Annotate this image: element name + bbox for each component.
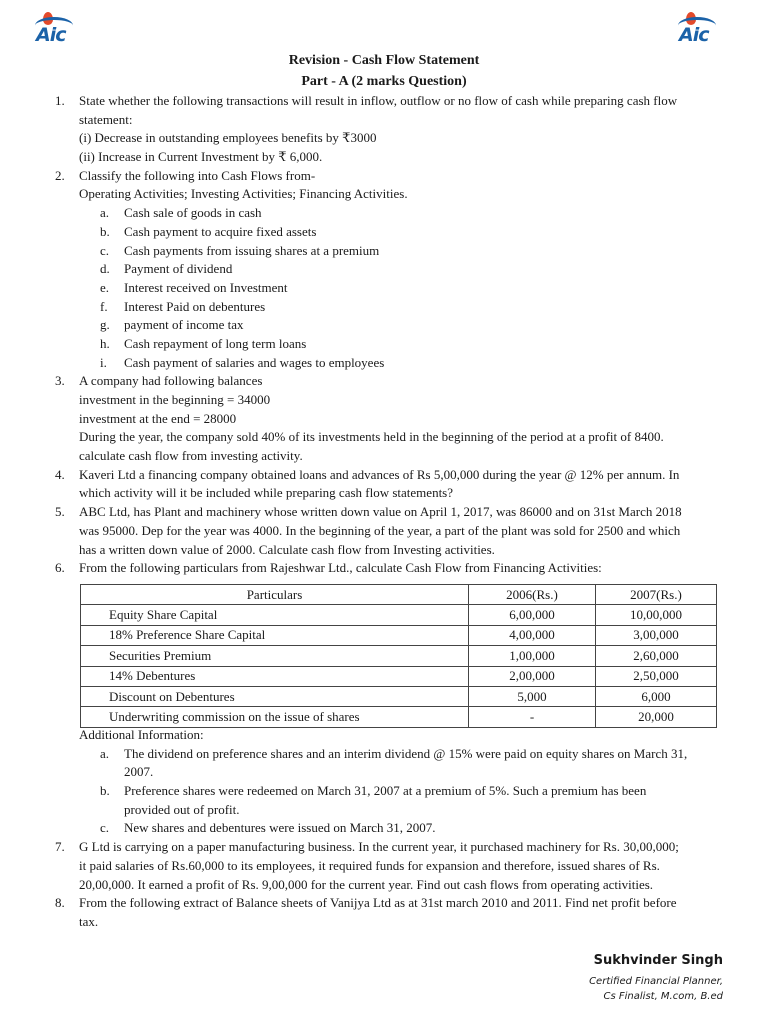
sub-item-marker: c. xyxy=(100,242,110,258)
line-text: Cash payment of salaries and wages to employees xyxy=(124,354,385,370)
table-header: Particulars xyxy=(81,585,469,605)
logo-text: Aic xyxy=(36,24,66,46)
sub-item-marker: f. xyxy=(100,298,108,314)
text-line xyxy=(0,148,768,167)
amount-cell: 1,00,000 xyxy=(469,646,596,666)
signature-name: Sukhvinder Singh xyxy=(593,953,723,968)
sub-item-marker: c. xyxy=(100,820,110,836)
text-line xyxy=(0,428,768,447)
text-line xyxy=(0,242,768,261)
line-text: New shares and debentures were issued on March 31, 2007. xyxy=(124,820,436,836)
line-text: From the following extract of Balance sheets of Vanijya Ltd as at 31st march 2010 and 2011. Find net profit before xyxy=(79,895,677,911)
amount-cell: 2,50,000 xyxy=(596,666,717,686)
text-line xyxy=(0,782,768,801)
question-number: 2. xyxy=(55,167,65,183)
amount-cell: 5,000 xyxy=(469,686,596,706)
text-line xyxy=(0,204,768,223)
line-text: investment in the beginning = 34000 xyxy=(79,392,271,407)
line-text: ABC Ltd, has Plant and machinery whose written down value on April 1, 2017, was 86000 and on 31st March 2018 xyxy=(79,504,682,520)
text-line xyxy=(0,484,768,503)
amount-cell: 2,00,000 xyxy=(469,666,596,686)
text-line xyxy=(0,819,768,838)
line-text: has a written down value of 2000. Calculate cash flow from Investing activities. xyxy=(79,541,495,557)
text-line xyxy=(0,522,768,541)
text-line xyxy=(0,876,768,895)
line-text: Operating Activities; Investing Activities; Financing Activities. xyxy=(79,186,408,202)
line-text: The dividend on preference shares and an interim dividend @ 15% were paid on equity shares on March 31, xyxy=(124,745,688,761)
line-text: G Ltd is carrying on a paper manufacturing business. In the current year, it purchased machinery for Rs. 30,00,000; xyxy=(79,839,679,855)
line-text: statement: xyxy=(79,111,133,127)
text-line xyxy=(0,801,768,820)
sub-item-marker: g. xyxy=(100,317,110,333)
line-text: Preference shares were redeemed on March 31, 2007 at a premium of 5%. Such a premium has been xyxy=(124,783,647,799)
line-text: A company had following balances xyxy=(79,373,263,389)
text-line xyxy=(0,167,768,186)
particular-cell: Securities Premium xyxy=(81,646,469,666)
questions-block-1 xyxy=(0,92,768,578)
text-line xyxy=(0,541,768,560)
table-row xyxy=(81,666,717,686)
text-line xyxy=(0,559,768,578)
page-subtitle: Part - A (2 marks Question) xyxy=(301,74,467,89)
text-line xyxy=(0,503,768,522)
text-line xyxy=(0,298,768,317)
line-text: Cash payment to acquire fixed assets xyxy=(124,223,317,239)
line-text: provided out of profit. xyxy=(124,801,240,817)
line-text: Payment of dividend xyxy=(124,261,233,277)
question-number: 1. xyxy=(55,93,65,108)
text-line xyxy=(0,466,768,485)
amount-cell: 10,00,000 xyxy=(596,605,717,625)
line-text: From the following particulars from Rajeshwar Ltd., calculate Cash Flow from Financing Activities: xyxy=(79,560,602,576)
question-number: 3. xyxy=(55,373,65,389)
particular-cell: 14% Debentures xyxy=(81,666,469,686)
line-text: Cash sale of goods in cash xyxy=(124,205,262,221)
signature-credential: Cs Finalist, M.com, B.ed xyxy=(603,991,723,1002)
text-line xyxy=(0,335,768,354)
line-text: payment of income tax xyxy=(124,317,244,333)
line-text: Additional Information: xyxy=(79,727,204,742)
amount-cell: 4,00,000 xyxy=(469,625,596,645)
line-text: was 95000. Dep for the year was 4000. In the beginning of the year, a part of the plant was sold for 2500 and which xyxy=(79,522,681,538)
line-text: it paid salaries of Rs.60,000 to its employees, it required funds for expansion and therefore, issued shares of Rs. xyxy=(79,857,660,873)
line-text: During the year, the company sold 40% of its investments held in the beginning of the period at a profit of 8400. xyxy=(79,429,664,445)
text-line xyxy=(0,857,768,876)
table-row xyxy=(81,646,717,666)
line-text: 20,00,000. It earned a profit of Rs. 9,00,000 for the current year. Find out cash flows from operating activities. xyxy=(79,876,654,892)
table-row xyxy=(81,707,717,727)
text-line xyxy=(0,316,768,335)
sub-item-marker: a. xyxy=(100,745,110,761)
sub-item-marker: a. xyxy=(100,205,110,221)
question-number: 8. xyxy=(55,895,65,911)
text-line xyxy=(0,223,768,242)
text-line xyxy=(0,185,768,204)
amount-cell: 2,60,000 xyxy=(596,646,717,666)
aic-logo-right xyxy=(676,12,720,50)
line-text: (ii) Increase in Current Investment by ₹ 6,000. xyxy=(79,149,323,165)
question-number: 4. xyxy=(55,466,65,482)
text-line xyxy=(0,354,768,373)
signature-credential: Certified Financial Planner, xyxy=(589,976,723,987)
sub-item-marker: i. xyxy=(100,354,107,370)
line-text: investment at the end = 28000 xyxy=(79,410,237,426)
table-header: 2007(Rs.) xyxy=(596,585,717,605)
text-line xyxy=(0,111,768,130)
amount-cell: 20,000 xyxy=(596,707,717,727)
table-row xyxy=(81,625,717,645)
line-text: (i) Decrease in outstanding employees benefits by ₹3000 xyxy=(79,130,377,146)
text-line xyxy=(0,894,768,913)
line-text: tax. xyxy=(79,913,99,929)
table-row xyxy=(81,605,717,625)
financing-table xyxy=(80,584,717,728)
text-line xyxy=(0,726,768,745)
text-line xyxy=(0,372,768,391)
line-text: which activity will it be included while preparing cash flow statements? xyxy=(79,485,454,501)
question-number: 6. xyxy=(55,560,65,576)
text-line xyxy=(0,410,768,429)
page-title: Revision - Cash Flow Statement xyxy=(288,53,480,68)
line-text: 2007. xyxy=(124,764,154,780)
text-line xyxy=(0,447,768,466)
text-line xyxy=(0,391,768,410)
text-line xyxy=(0,838,768,857)
text-line xyxy=(0,763,768,782)
line-text: State whether the following transactions will result in inflow, outflow or no flow of cash while preparing cash flow xyxy=(79,93,678,108)
sub-item-marker: h. xyxy=(100,335,110,351)
line-text: Cash repayment of long term loans xyxy=(124,335,307,351)
amount-cell: - xyxy=(469,707,596,727)
particular-cell: 18% Preference Share Capital xyxy=(81,625,469,645)
table-header-row xyxy=(81,585,717,605)
line-text: Classify the following into Cash Flows from- xyxy=(79,167,316,183)
question-number: 7. xyxy=(55,839,65,855)
amount-cell: 3,00,000 xyxy=(596,625,717,645)
sub-item-marker: b. xyxy=(100,223,110,239)
line-text: calculate cash flow from investing activity. xyxy=(79,448,303,464)
sub-item-marker: e. xyxy=(100,279,110,295)
particular-cell: Discount on Debentures xyxy=(81,686,469,706)
text-line xyxy=(0,92,768,111)
text-line xyxy=(0,913,768,932)
sub-item-marker: b. xyxy=(100,783,110,799)
table-header: 2006(Rs.) xyxy=(469,585,596,605)
table-row xyxy=(81,686,717,706)
line-text: Interest received on Investment xyxy=(124,279,288,295)
logo-text: Aic xyxy=(679,24,709,46)
line-text: Interest Paid on debentures xyxy=(124,298,266,314)
particular-cell: Equity Share Capital xyxy=(81,605,469,625)
text-line xyxy=(0,129,768,148)
aic-logo-left xyxy=(33,12,77,50)
line-text: Kaveri Ltd a financing company obtained loans and advances of Rs 5,00,000 during the year @ 12% per annum. In xyxy=(79,466,680,482)
amount-cell: 6,00,000 xyxy=(469,605,596,625)
questions-block-2 xyxy=(0,726,768,932)
particular-cell: Underwriting commission on the issue of shares xyxy=(81,707,469,727)
line-text: Cash payments from issuing shares at a premium xyxy=(124,242,380,258)
question-number: 5. xyxy=(55,504,65,520)
sub-item-marker: d. xyxy=(100,261,110,277)
text-line xyxy=(0,260,768,279)
text-line xyxy=(0,745,768,764)
amount-cell: 6,000 xyxy=(596,686,717,706)
text-line xyxy=(0,279,768,298)
